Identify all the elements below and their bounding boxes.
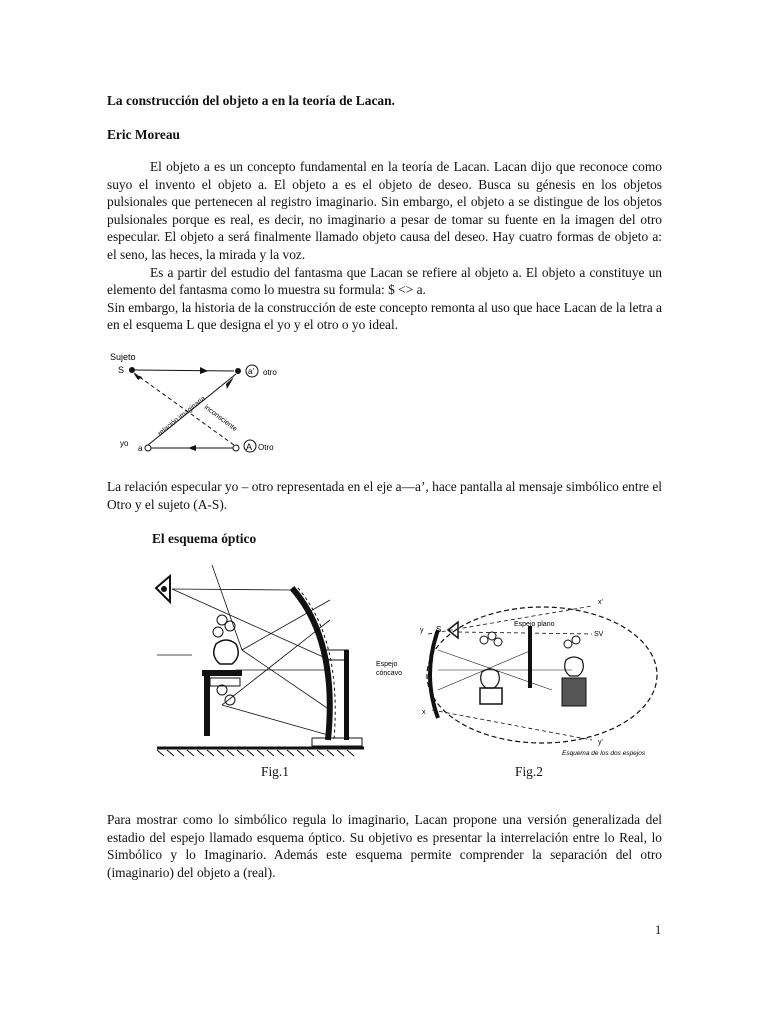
fig2-xprime-label: x'	[598, 599, 603, 606]
schema-l-bigOtro-label: Otro	[258, 443, 274, 452]
fig2-espejo-label: Espejo	[376, 661, 398, 668]
fig2-virtual-box-icon	[562, 678, 586, 706]
mirror-stand-base	[312, 738, 362, 746]
schema-l-s-label: S	[118, 365, 125, 375]
optical-paragraph: Para mostrar como lo simbólico regula lo imaginario, Lacan propone una versión generalizada del estadio del espejo llamado esquema óptico. Su objetivo es presentar la interrelación entre lo Real, lo Simbólico y lo Imaginario. Además este esquema permite comprender la separación del otro (imaginario) del objeto a (real).	[107, 812, 662, 880]
fig2-s-label: S	[436, 625, 442, 634]
schema-l-top-line	[135, 370, 234, 371]
schema-l-sujeto-label: Sujeto	[110, 352, 136, 362]
intro-paragraph-1: El objeto a es un concepto fundamental en la teoría de Lacan. Lacan dijo que reconoce como suyo el invento el objeto a. El objeto a es el objeto de deseo. Busca su génesis en los objetos pulsionales que pertenecen al registro imaginario. Sin embargo, el objeto a se distingue de los objetos pulsionales porque es real, es decir, no imaginario a pesar de tomar su fuente en la imagen del otro especular. El objeto a será finalmente llamado objeto causa del deseo. Hay cuatro formas de objeto a: el seno, las heces, la mirada y la voz.	[107, 159, 662, 262]
fig2-espejo-plano-label: Espejo plano	[514, 621, 555, 628]
box-slot	[210, 678, 240, 686]
fig2-sv-label: SV	[594, 631, 604, 638]
fig2-y-label: y	[420, 627, 424, 634]
vase-icon	[214, 640, 239, 664]
intro-section	[107, 158, 662, 334]
fig2-virtual-flower-icon-1	[564, 640, 572, 648]
real-flower-icon-2	[225, 695, 235, 705]
schema-l-relacion-label: relación imaginaria	[156, 395, 207, 438]
eye-pupil-icon	[161, 586, 167, 592]
fig2-small-caption: Esquema de los dos espejos	[562, 750, 646, 757]
section-heading: El esquema óptico	[152, 531, 257, 546]
fig2-flower-icon-1	[480, 636, 488, 644]
schema-l-a-node	[145, 445, 151, 451]
schema-l-yo-label: yo	[120, 439, 129, 448]
fig2-box-icon	[480, 688, 502, 704]
fig1-ray-6	[222, 620, 330, 705]
box-top	[202, 670, 242, 676]
fig2-caption: Fig.2	[515, 764, 543, 779]
schema-l-diagram	[108, 350, 288, 460]
mirror-stand-post	[344, 650, 349, 740]
schema-l-s-node	[129, 367, 135, 373]
schema-l-bigA-label: A	[246, 442, 253, 452]
fig2-x-label: x	[422, 709, 426, 716]
fig2-sight-line	[458, 632, 592, 634]
document-author: Eric Moreau	[107, 127, 181, 142]
schema-l-aprime-label: a'	[248, 367, 254, 376]
fig1-optical-scheme	[152, 560, 367, 758]
document-title: La construcción del objeto a en la teoría de Lacan.	[107, 93, 395, 108]
fig1-ray-5	[242, 650, 330, 710]
fig2-yprime-label: y'	[598, 739, 603, 746]
fig2-concave-mirror	[430, 630, 438, 718]
schema-l-top-arrow	[200, 367, 208, 374]
schema-l-bottom-arrow	[188, 445, 196, 451]
page-number: 1	[655, 923, 662, 937]
schema-l-diag-arrow-1	[134, 374, 142, 380]
fig2-dashed-ray-2	[432, 710, 592, 740]
history-paragraph: Sin embargo, la historia de la construcción de este concepto remonta al uso que hace Lacan de la letra a en el esquema L que designa el yo y el otro o yo ideal.	[107, 299, 662, 333]
intro-paragraph-2: Es a partir del estudio del fantasma que Lacan se refiere al objeto a. El objeto a constituye un elemento del fantasma como lo muestra su formula: $ <> a.	[107, 264, 662, 298]
fig2-virtual-vase-icon	[565, 657, 584, 676]
fig1-ray-7	[222, 705, 328, 735]
fig2-two-mirrors-scheme	[372, 590, 662, 760]
flower-icon-3	[213, 627, 223, 637]
schema-l-a-label: a	[138, 444, 143, 453]
fig1-caption: Fig.1	[261, 764, 289, 779]
schema-l-otro-label: otro	[263, 368, 277, 377]
fig2-flower-icon-3	[494, 638, 502, 646]
schema-l-aprime-node	[235, 368, 241, 374]
fig2-flower-icon-2	[488, 632, 496, 640]
fig1-ground-hatch	[157, 750, 354, 756]
fig1-ray-1	[172, 589, 292, 590]
schema-l-inconsciente-label: inconsciente	[202, 404, 239, 434]
schema-l-bigA-node	[233, 445, 239, 451]
specular-paragraph: La relación especular yo – otro representada en el eje a—a’, hace pantalla al mensaje simbólico entre el Otro y el sujeto (A-S).	[107, 479, 662, 512]
fig2-concavo-label: cóncavo	[376, 670, 403, 677]
fig2-vase-icon	[481, 669, 500, 688]
fig2-virtual-flower-icon-2	[572, 636, 580, 644]
box-left-wall	[204, 676, 210, 736]
fig2-plane-mirror	[528, 626, 532, 688]
fig2-dashed-ray-1	[428, 606, 592, 634]
